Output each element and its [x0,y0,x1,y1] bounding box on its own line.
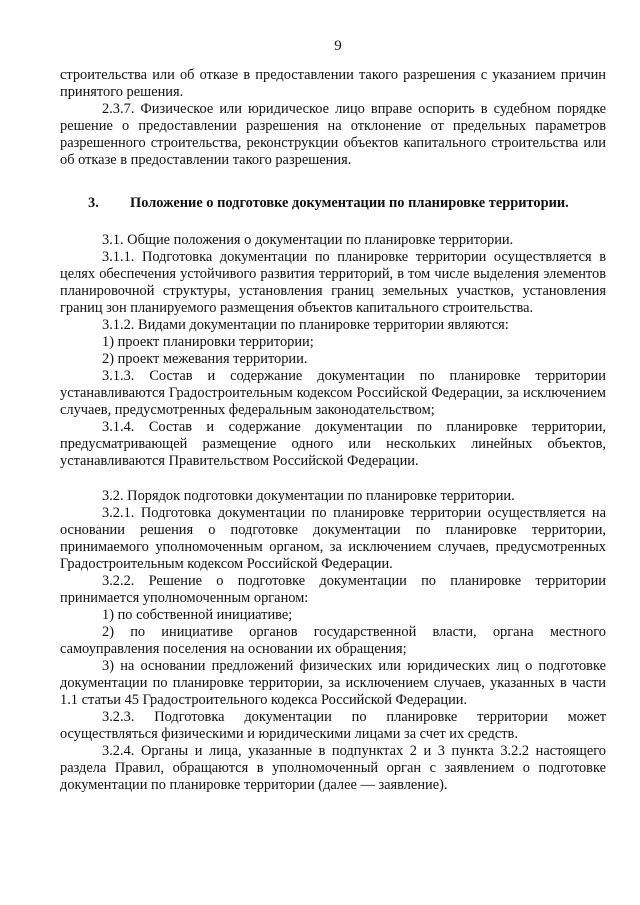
list-item: 1) проект планировки территории; [102,334,314,350]
paragraph: 3.2.4. Органы и лица, указанные в подпунктах 2 и 3 пункта 3.2.2 настоящего раздела Правил, обращаются в уполномоченный орган с заявлением о подготовке документации по планировке территории (далее — заявление). [60,743,606,793]
paragraph: 2.3.7. Физическое или юридическое лицо вправе оспорить в судебном порядке решение о предоставлении разрешения на отклонение от предельных параметров разрешенного строительства, реконструкции объектов капитального строительства или об отказе в предоставлении такого разрешения. [60,101,606,168]
list-item: 3) на основании предложений физических или юридических лиц о подготовке документации по планировке территории, за исключением случаев, указанных в части 1.1 статьи 45 Градостроительного кодекса Российской Федерации. [60,658,606,708]
paragraph: 3.1.3. Состав и содержание документации по планировке территории устанавливаются Градостроительным кодексом Российской Федерации, за исключением случаев, предусмотренных федеральным законодательством; [60,368,606,418]
paragraph: 3.1.2. Видами документации по планировке территории являются: [102,317,509,333]
list-item: 1) по собственной инициативе; [102,607,293,623]
paragraph: 3.2.2. Решение о подготовке документации по планировке территории принимается уполномоченным органом: [60,573,606,606]
subsection-title: 3.1. Общие положения о документации по планировке территории. [102,232,514,248]
paragraph: 3.2.1. Подготовка документации по планировке территории осуществляется на основании решения о подготовке документации по планировке территории, принимаемого уполномоченным органом, за исключением случаев, предусмотренных Градостроительным кодексом Российской Федерации. [60,505,606,572]
subsection-title: 3.2. Порядок подготовки документации по планировке территории. [102,488,515,504]
section-heading [60,195,606,212]
list-item: 2) проект межевания территории. [102,351,308,367]
paragraph: строительства или об отказе в предоставлении такого разрешения с указанием причин принятого решения. [60,67,606,100]
section-title: Положение о подготовке документации по планировке территории. [130,195,569,211]
paragraph: 3.1.1. Подготовка документации по планировке территории осуществляется в целях обеспечения устойчивого развития территорий, в том числе выделения элементов планировочной структуры, установления границ земельных участков, установления границ зон планируемого размещения объектов капитального строительства. [60,249,606,316]
paragraph: 3.1.4. Состав и содержание документации по планировке территории, предусматривающей размещение одного или нескольких линейных объектов, устанавливаются Правительством Российской Федерации. [60,419,606,469]
paragraph: 3.2.3. Подготовка документации по планировке территории может осуществляться физическими и юридическими лицами за счет их средств. [60,709,606,742]
list-item: 2) по инициативе органов государственной власти, органа местного самоуправления поселения на основании их обращения; [60,624,606,657]
page-number: 9 [334,38,342,54]
section-number: 3. [88,195,99,211]
